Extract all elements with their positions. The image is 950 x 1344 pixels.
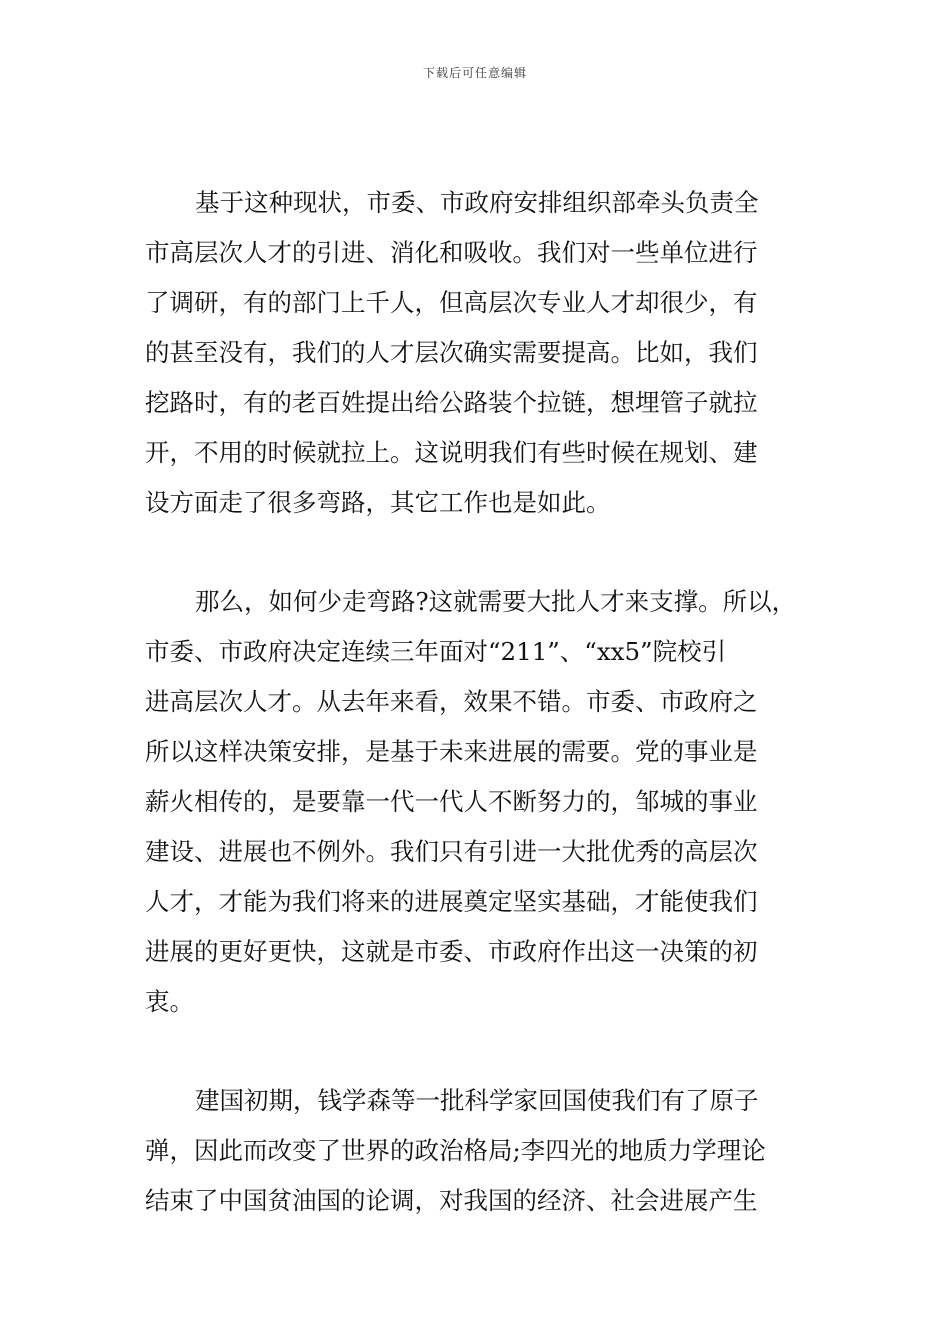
text-line: 的甚至没有，我们的人才层次确实需要提高。比如，我们 (145, 338, 758, 367)
text-line: 那么，如何少走弯路?这就需要大批人才来支撑。所以， (195, 587, 797, 616)
text-line: 人才，才能为我们将来的进展奠定坚实基础，才能使我们 (145, 887, 758, 916)
text-line: 了调研，有的部门上千人，但高层次专业人才却很少，有 (145, 288, 758, 317)
text-line: 结束了中国贫油国的论调，对我国的经济、社会进展产生 (145, 1186, 758, 1215)
text-line: 市高层次人才的引进、消化和吸收。我们对一些单位进行 (145, 238, 758, 267)
text-line: 基于这种现状，市委、市政府安排组织部牵头负责全 (195, 188, 759, 217)
text-line: 薪火相传的，是要靠一代一代人不断努力的，邹城的事业 (145, 787, 758, 816)
paragraph-spacer (145, 1027, 810, 1076)
text-line: 弹，因此而改变了世界的政治格局;李四光的地质力学理论 (145, 1136, 766, 1165)
text-line: 挖路时，有的老百姓提出给公路装个拉链，想埋管子就拉 (145, 388, 758, 417)
paragraph-spacer (145, 528, 810, 577)
paragraph-2 (145, 577, 810, 1027)
text-line: 所以这样决策安排，是基于未来进展的需要。党的事业是 (145, 737, 758, 766)
text-line: 建设、进展也不例外。我们只有引进一大批优秀的高层次 (145, 837, 758, 866)
paragraph-1 (145, 178, 810, 528)
document-body (145, 178, 810, 1226)
paragraph-3 (145, 1076, 810, 1226)
text-line: 进展的更好更快，这就是市委、市政府作出这一决策的初 (145, 937, 758, 966)
text-line: 进高层次人才。从去年来看，效果不错。市委、市政府之 (145, 687, 758, 716)
text-line: 建国初期，钱学森等一批科学家回国使我们有了原子 (195, 1086, 759, 1115)
text-line: 开，不用的时候就拉上。这说明我们有些时候在规划、建 (145, 438, 758, 467)
text-line: 衷。 (145, 987, 194, 1016)
page-header: 下载后可任意编辑 (422, 66, 527, 80)
text-line: 设方面走了很多弯路，其它工作也是如此。 (145, 488, 611, 517)
text-line: 市委、市政府决定连续三年面对“211”、“xx5”院校引 (145, 637, 727, 666)
